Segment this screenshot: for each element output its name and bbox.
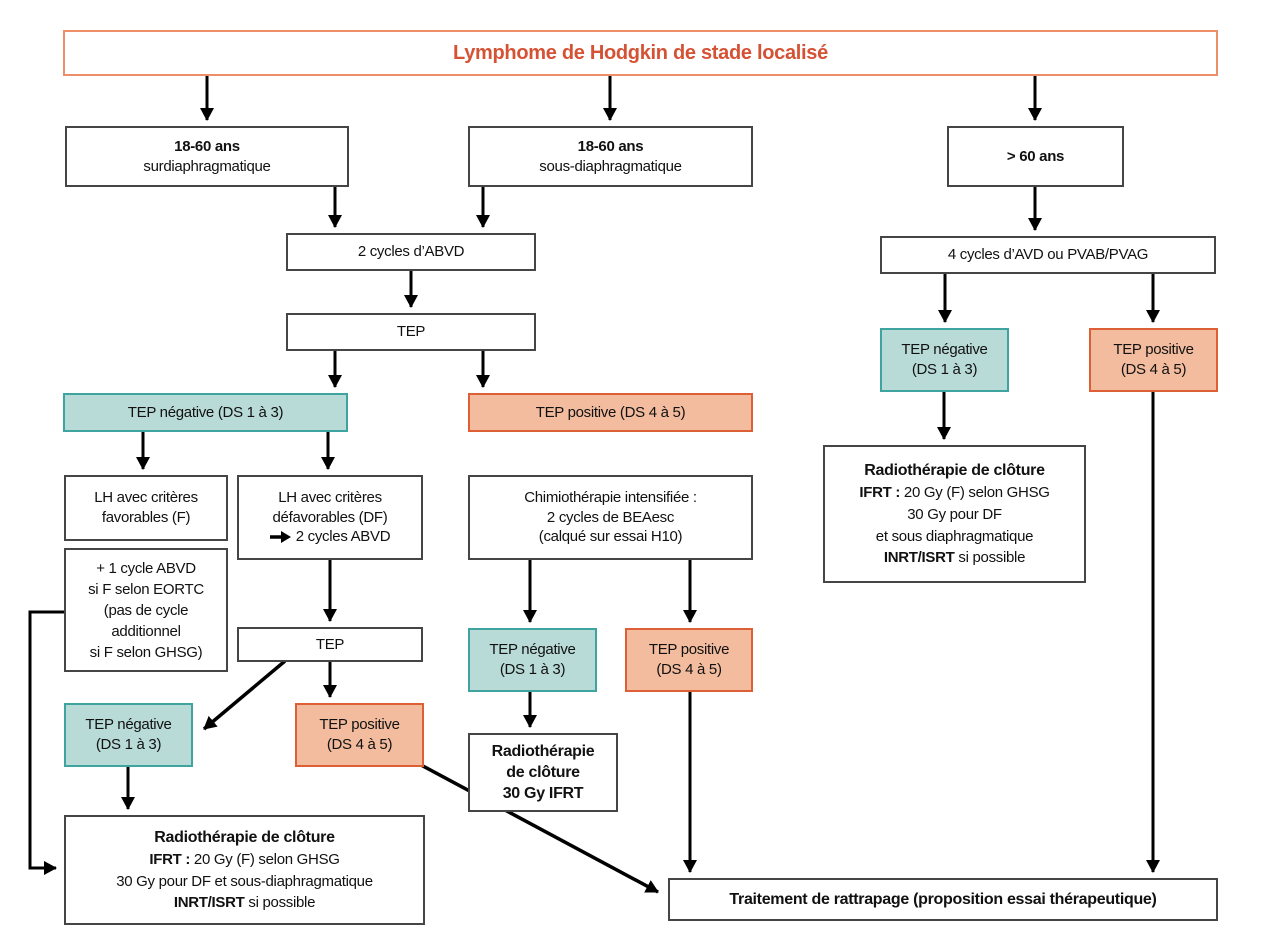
radio-dose-line: 30 Gy IFRT: [502, 785, 584, 803]
tep-score-label: (DS 4 à 5): [1120, 361, 1187, 378]
radio-inrt-line: INRT/ISRT si possible: [883, 549, 1026, 567]
tep-result-label: TEP positive: [319, 716, 400, 734]
age-range: 18-60 ans: [174, 137, 240, 155]
box-tep2-positive: [295, 703, 424, 767]
box-radiotherapie-left: [64, 815, 425, 925]
box-tep-2: [237, 627, 423, 662]
tep-score-label: (DS 1 à 3): [499, 661, 566, 678]
box-tep1-negative: [63, 393, 348, 432]
box-4-cycles-avd: [880, 236, 1216, 274]
chimio-line: 2 cycles de BEAesc: [546, 508, 675, 526]
radio-ifrt-line: IFRT : 20 Gy (F) selon GHSG: [149, 850, 340, 868]
box-tep4-positive: [1089, 328, 1218, 392]
radio-title: Radiothérapie: [491, 742, 595, 760]
chimio-line: Chimiothérapie intensifiée :: [524, 488, 697, 506]
tep-result-label: TEP négative: [85, 716, 172, 734]
age-range: 18-60 ans: [577, 137, 644, 155]
tep-score-label: (DS 4 à 5): [326, 736, 393, 753]
chimio-line: (calqué sur essai H10): [538, 528, 683, 546]
arrow-extracycle-to-radio: [30, 612, 64, 868]
radio-title: de clôture: [506, 763, 580, 781]
radio-title: Radiothérapie de clôture: [154, 828, 335, 846]
treatment-label: 4 cycles d’AVD ou PVAB/PVAG: [947, 246, 1149, 264]
box-age-over60: [947, 126, 1124, 187]
radio-ifrt-line: IFRT : 20 Gy (F) selon GHSG: [859, 484, 1050, 502]
box-tep1-positive: [468, 393, 753, 432]
box-tep2-negative: [64, 703, 193, 767]
box-tep3-positive: [625, 628, 753, 692]
box-age-surdiaphragmatique: [65, 126, 349, 187]
box-extra-cycle: [64, 548, 228, 672]
box-lh-defavorables: [237, 475, 423, 560]
radio-dose-line: 30 Gy pour DF et sous-diaphragmatique: [116, 872, 373, 890]
right-arrow-icon: [270, 531, 291, 543]
lh-line: LH avec critères: [278, 488, 382, 506]
treatment-label: 2 cycles d’ABVD: [357, 243, 465, 261]
extra-cycle-line: si F selon EORTC: [88, 580, 204, 598]
tep-result-label: TEP positive: [648, 641, 730, 659]
title-box: [63, 30, 1218, 76]
extra-cycle-line: si F selon GHSG): [89, 643, 203, 661]
tep-result-label: TEP négative: [901, 341, 988, 359]
box-tep3-negative: [468, 628, 597, 692]
box-tep4-negative: [880, 328, 1009, 392]
box-chimiotherapie-intensifiee: [468, 475, 753, 560]
tep-result-label: TEP négative: [489, 641, 576, 659]
box-2-cycles-abvd: [286, 233, 536, 271]
lh-line: favorables (F): [101, 509, 191, 526]
radio-inrt-line: INRT/ISRT si possible: [173, 894, 316, 912]
tep-label: TEP: [396, 323, 426, 341]
age-range: > 60 ans: [1006, 147, 1065, 165]
tep-label: TEP: [315, 635, 345, 653]
lh-line: défavorables (DF): [272, 508, 388, 526]
box-tep-1: [286, 313, 536, 351]
box-lh-favorables: [64, 475, 228, 541]
age-location: surdiaphragmatique: [143, 157, 271, 175]
tep-result-label: TEP négative (DS 1 à 3): [127, 403, 284, 421]
box-traitement-rattrapage: [668, 878, 1218, 921]
tep-score-label: (DS 1 à 3): [95, 736, 162, 753]
rattrapage-label: Traitement de rattrapage (proposition essai thérapeutique): [729, 890, 1157, 908]
tep-result-label: TEP positive (DS 4 à 5): [535, 403, 686, 421]
age-location: sous-diaphragmatique: [539, 157, 682, 175]
extra-cycle-line: additionnel: [111, 622, 181, 640]
extra-cycle-line: + 1 cycle ABVD: [96, 559, 196, 577]
box-radiotherapie-right: [823, 445, 1086, 583]
tep-score-label: (DS 4 à 5): [656, 661, 722, 678]
page-title: Lymphome de Hodgkin de stade localisé: [453, 41, 828, 64]
tep-score-label: (DS 1 à 3): [911, 361, 978, 378]
lh-line: LH avec critères: [94, 489, 198, 507]
box-radiotherapie-mid: [468, 733, 618, 812]
defav-treatment-line: [270, 527, 390, 547]
radio-dose-line: et sous diaphragmatique: [875, 527, 1034, 545]
radio-dose-line: 30 Gy pour DF: [907, 505, 1002, 523]
box-age-sousdiaphragmatique: [468, 126, 753, 187]
extra-cycle-line: (pas de cycle: [103, 601, 189, 619]
treatment-label: 2 cycles ABVD: [295, 528, 391, 546]
radio-title: Radiothérapie de clôture: [864, 461, 1045, 479]
tep-result-label: TEP positive: [1113, 341, 1194, 359]
